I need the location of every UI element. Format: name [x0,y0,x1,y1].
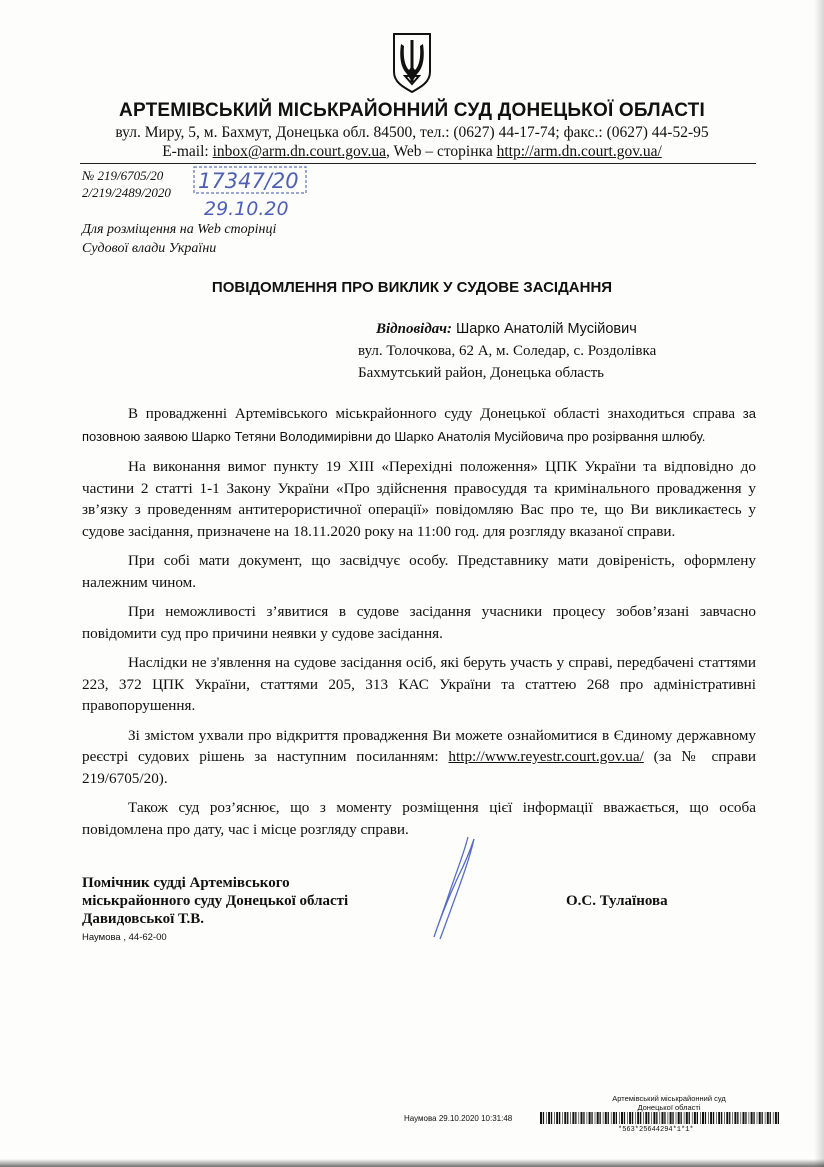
handwritten-registration-mark [190,163,310,223]
court-name: АРТЕМІВСЬКИЙ МІСЬКРАЙОННИЙ СУД ДОНЕЦЬКОЇ ОБЛАСТІ [119,100,705,121]
signer-line3: Давидовської Т.В. [82,911,205,927]
email-label: E-mail: [162,143,213,160]
footer-court-line2: Донецької області [637,1103,701,1112]
respondent-label: Відповідач: [376,321,452,337]
web-link[interactable]: http://arm.dn.court.gov.ua/ [496,143,662,160]
case-number: № 219/6705/20 [82,168,164,183]
footer-court-line1: Артемівський міськрайонний суд [612,1094,726,1103]
proceeding-number: 2/219/2489/2020 [82,185,171,200]
respondent-region: Бахмутський район, Донецька область [358,365,605,381]
placement-note-line1: Для розміщення на Web сторінці [82,222,277,237]
ukraine-trident-emblem-icon [391,32,433,94]
respondent-street: вул. Толочкова, 62 А, м. Соледар, с. Роздолівка [358,343,657,359]
header-divider [80,163,756,164]
paragraph-registry-a: Зі змістом ухвали про відкриття провадження Ви можете ознайомитися в Єдиному державному реєстрі судових рішень за наступним посиланням: [82,726,756,765]
registry-link[interactable]: http://www.reyestr.court.gov.ua/ [448,748,644,765]
paragraph-case-b: за позовною заявою Шарко Тетяни Володимирівни до Шарко Анатолія Мусійовича про розірвання шлюбу. [82,406,756,444]
signer-line2: міськрайонного суду Донецької області [82,893,349,909]
handwritten-signature [420,833,490,943]
signer-name: О.С. Тулаїнова [566,893,668,909]
signer-position [82,874,348,928]
respondent-block [358,318,656,384]
executor-contact: Наумова , 44-62-00 [82,932,167,943]
paragraph-notice: Також суд роз’яснює, що з моменту розміщення цієї інформації вважається, що особа повідомлена про дату, час і місце розгляду справи. [82,799,756,838]
paragraph-summons: На виконання вимог пункту 19 XIII «Перехідні положення» ЦПК України та відповідно до частини 2 статті 1-1 Закону України «Про здійснення правосуддя та кримінального провадження у зв’язку з проведенням антитерористичної операції» повідомляю Вас про те, що Ви викликаєтесь у судове засідання, призначене на 18.11.2020 року на 11:00 год. для розгляду вказаної справи. [82,458,756,540]
document-title: ПОВІДОМЛЕННЯ ПРО ВИКЛИК У СУДОВЕ ЗАСІДАННЯ [211,279,613,296]
placement-note-line2: Судової влади України [82,241,217,256]
footer-court [574,1094,764,1112]
handwritten-number: 17347/20 [198,169,299,193]
paragraph-absence: При неможливості з’явитися в судове засідання учасники процесу зобов’язані завчасно повідомити суд про причини неявки у судове засідання. [82,603,756,642]
email-link[interactable]: inbox@arm.dn.court.gov.ua [212,143,386,160]
paragraph-registry [82,725,756,790]
notice-body [82,403,756,848]
placement-note [82,220,276,258]
court-contacts [0,143,824,161]
paragraph-identity: При собі мати документ, що засвідчує особу. Представнику мати довіреність, оформлену належним чином. [82,552,756,591]
footer-meta: Наумова 29.10.2020 10:31:48 [404,1114,513,1123]
signer-line1: Помічник судді Артемівського [82,875,290,891]
paragraph-consequences: Наслідки не з'явлення на судове засідання осіб, які беруть участь у справі, передбачені статтями 223, 372 ЦПК України, статтями 205, 313 КАС України та статтею 268 про адміністративні правопорушення. [82,654,756,714]
scan-bottom-shadow [0,1159,824,1167]
paragraph-case-a: В провадженні Артемівського міськрайонного суду Донецької області знаходиться справа [128,406,743,422]
court-address: вул. Миру, 5, м. Бахмут, Донецька обл. 84500, тел.: (0627) 44-17-74; факс.: (0627) 44-52-95 [115,124,709,141]
barcode-icon [540,1112,780,1124]
respondent-name: Шарко Анатолій Мусійович [451,321,637,337]
barcode-text: *563*25644294*1*1* [618,1126,694,1134]
paragraph-registry-b: (за № справи 219/6705/20). [82,748,756,787]
paragraph-case [82,403,756,448]
scan-edge-shadow [814,0,824,1167]
web-label: , Web – сторінка [386,143,497,160]
handwritten-date: 29.10.20 [204,198,289,220]
